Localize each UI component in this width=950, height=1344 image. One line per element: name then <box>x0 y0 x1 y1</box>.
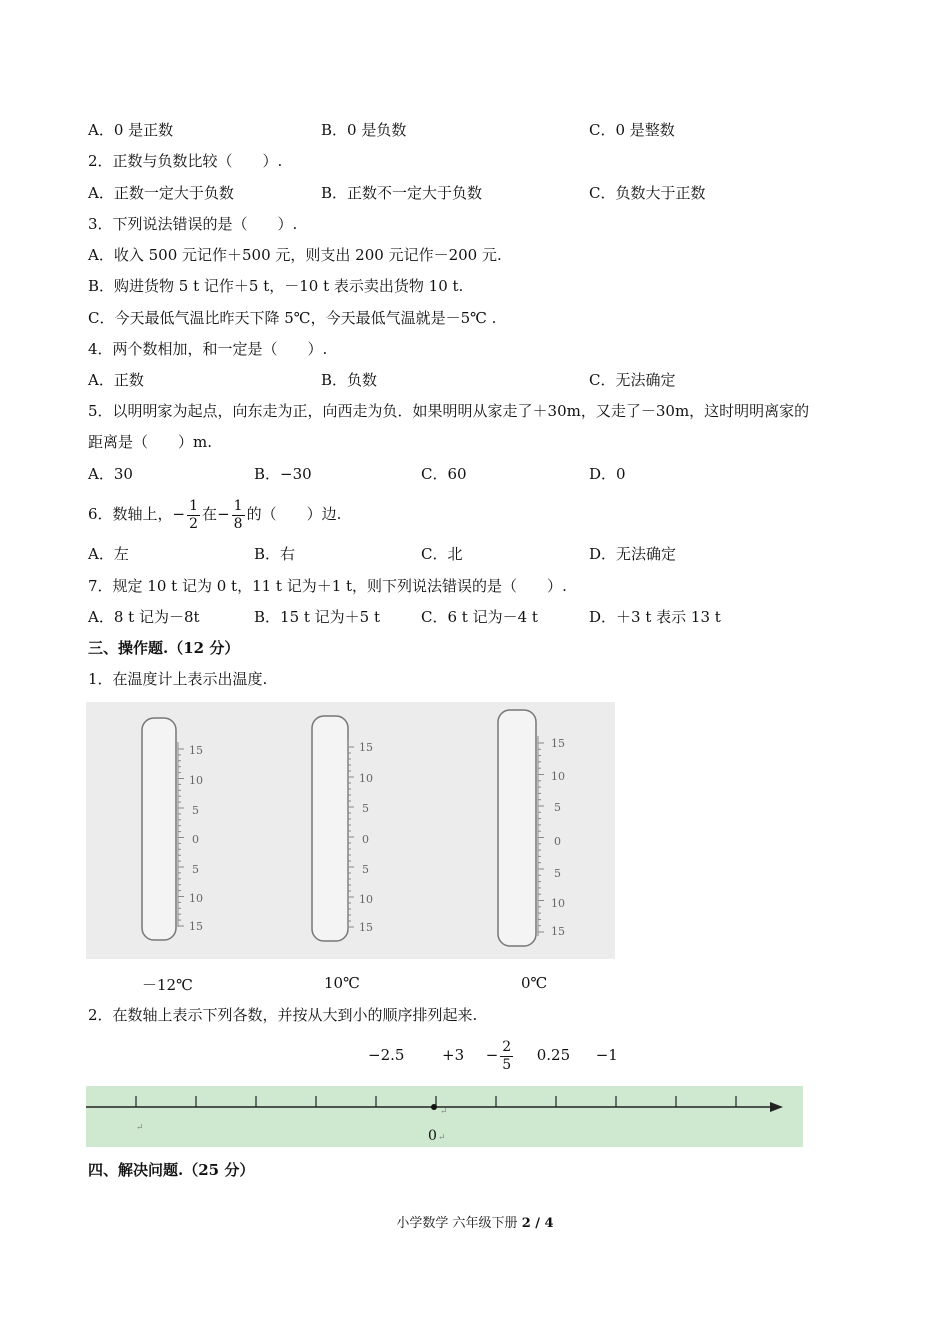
q7-option-a: A．8 t 记为－8t <box>88 608 200 626</box>
thermometer-2-label-2: 10 <box>359 772 373 785</box>
footer-text: 小学数学 六年级下册 <box>396 1216 522 1231</box>
q3-option-a: A．收入 500 元记作＋500 元，则支出 200 元记作－200 元. <box>88 246 502 264</box>
q6-fraction-1-num: 1 <box>189 497 199 514</box>
q6-option-a: A．左 <box>88 545 129 563</box>
thermometer-2-label-5: 5 <box>362 863 369 876</box>
number-3-sign: − <box>485 1046 499 1064</box>
q6-option-b: B．右 <box>254 545 296 563</box>
numbers-to-plot <box>368 1035 618 1075</box>
section-3-problem-2: 2．在数轴上表示下列各数，并按从大到小的顺序排列起来. <box>88 1006 478 1024</box>
q5-option-d: D．0 <box>589 465 626 483</box>
q6-suffix: 的（ ）边. <box>246 505 342 523</box>
thermometer-3-label-2: 10 <box>551 770 565 783</box>
thermometer-1-tube[interactable] <box>142 718 176 940</box>
thermometer-1-label-7: 15 <box>189 920 203 933</box>
q3-option-c: C．今天最低气温比昨天下降 5℃，今天最低气温就是－5℃ . <box>88 309 497 327</box>
return-mark-3: ↵ <box>438 1133 446 1143</box>
thermometer-3-tube[interactable] <box>498 710 536 946</box>
thermometer-2-ticks <box>348 747 354 927</box>
page-number: 2 / 4 <box>521 1216 554 1231</box>
number-3-fraction <box>500 1039 513 1074</box>
thermometer-1-label-6: 10 <box>189 892 203 905</box>
number-line-svg <box>86 1086 803 1147</box>
thermometer-2-label-7: 15 <box>359 921 373 934</box>
q7-option-d: D．＋3 t 表示 13 t <box>589 608 721 626</box>
q3-stem: 3．下列说法错误的是（ ）. <box>88 215 298 233</box>
thermometer-3-ticks <box>538 743 544 932</box>
number-3-den: 5 <box>502 1056 512 1073</box>
q6-fraction-2-den: 8 <box>233 515 243 532</box>
number-line-area <box>86 1086 803 1147</box>
q6-fraction-1 <box>187 498 200 533</box>
thermometer-1-ticks <box>178 749 184 926</box>
q5-option-c: C．60 <box>421 465 467 483</box>
thermometer-1-label-2: 10 <box>189 774 203 787</box>
q2-option-a: A．正数一定大于负数 <box>88 184 234 202</box>
number-5: −1 <box>595 1046 618 1064</box>
number-line-arrow-icon <box>770 1102 783 1112</box>
number-4: 0.25 <box>536 1046 571 1064</box>
return-mark-2: ↵ <box>440 1107 448 1117</box>
q6-fraction-2-num: 1 <box>233 497 243 514</box>
thermometer-3-target: 0℃ <box>521 974 548 992</box>
q6-mid: 在 <box>202 505 218 523</box>
return-mark-1: ↵ <box>136 1123 144 1133</box>
thermometer-3-label-3: 5 <box>554 801 561 814</box>
q5-stem-line1: 5．以明明家为起点，向东走为正，向西走为负．如果明明从家走了＋30m，又走了－30m，这时明明离家的 <box>88 402 810 420</box>
q6-neg1: − <box>172 505 186 523</box>
q4-stem: 4．两个数相加，和一定是（ ）. <box>88 340 328 358</box>
number-3-num: 2 <box>502 1038 512 1055</box>
thermometer-2-tube[interactable] <box>312 716 348 941</box>
thermometer-2-label-6: 10 <box>359 893 373 906</box>
q6-option-c: C．北 <box>421 545 463 563</box>
thermometer-3-label-6: 10 <box>551 897 565 910</box>
thermometer-3-label-7: 15 <box>551 925 565 938</box>
number-2: +3 <box>442 1046 465 1064</box>
page-footer <box>0 1212 950 1231</box>
thermometer-1-label-1: 15 <box>189 744 203 757</box>
q5-stem-line2: 距离是（ ）m. <box>88 433 212 451</box>
thermometer-1-label-5: 5 <box>192 863 199 876</box>
number-line-zero-dot <box>431 1104 437 1110</box>
q7-option-c: C．6 t 记为－4 t <box>421 608 538 626</box>
thermometer-3-label-1: 15 <box>551 737 565 750</box>
q6-neg2: − <box>217 505 230 523</box>
q2-option-b: B．正数不一定大于负数 <box>321 184 483 202</box>
thermometers-svg <box>86 702 615 959</box>
q7-option-b: B．15 t 记为＋5 t <box>254 608 381 626</box>
q1-option-c: C．0 是整数 <box>589 121 675 139</box>
q4-option-b: B．负数 <box>321 371 378 389</box>
thermometer-3-label-4: 0 <box>554 835 561 848</box>
q2-option-c: C．负数大于正数 <box>589 184 706 202</box>
thermometer-1-label-3: 5 <box>192 804 199 817</box>
thermometer-2-label-1: 15 <box>359 741 373 754</box>
q6-fraction-1-den: 2 <box>189 515 199 532</box>
q6-prefix: 6．数轴上， <box>88 505 173 523</box>
q7-stem: 7．规定 10 t 记为 0 t，11 t 记为＋1 t，则下列说法错误的是（ ）. <box>88 577 567 595</box>
number-line-zero-label: 0 <box>428 1128 437 1144</box>
q4-option-a: A．正数 <box>88 371 144 389</box>
section-4-title: 四、解决问题.（25 分） <box>88 1161 255 1179</box>
section-3-problem-1: 1．在温度计上表示出温度. <box>88 670 268 688</box>
thermometer-1-label-4: 0 <box>192 833 199 846</box>
thermometer-2-label-4: 0 <box>362 833 369 846</box>
q6-stem <box>88 494 341 534</box>
q6-option-d: D．无法确定 <box>589 545 677 563</box>
number-1: −2.5 <box>368 1046 405 1064</box>
q2-stem: 2．正数与负数比较（ ）. <box>88 152 283 170</box>
thermometer-figure <box>86 702 615 959</box>
q5-option-a: A．30 <box>88 465 133 483</box>
q4-option-c: C．无法确定 <box>589 371 676 389</box>
q1-option-b: B．0 是负数 <box>321 121 407 139</box>
q6-fraction-2 <box>232 498 245 533</box>
q3-option-b: B．购进货物 5 t 记作＋5 t，－10 t 表示卖出货物 10 t. <box>88 277 464 295</box>
q5-option-b: B．−30 <box>254 465 312 483</box>
section-3-title: 三、操作题.（12 分） <box>88 639 240 657</box>
thermometer-2-target: 10℃ <box>324 974 360 992</box>
thermometer-2-label-3: 5 <box>362 802 369 815</box>
q1-option-a: A．0 是正数 <box>88 121 174 139</box>
thermometer-3-label-5: 5 <box>554 867 561 880</box>
thermometer-1-target: －12℃ <box>142 976 193 994</box>
